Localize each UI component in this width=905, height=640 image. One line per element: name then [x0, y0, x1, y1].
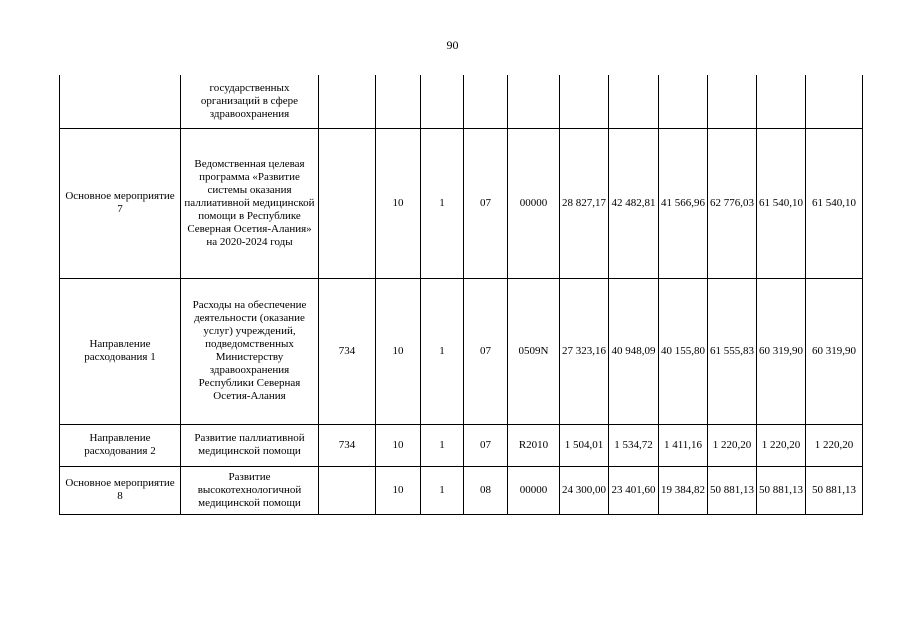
- value-cell: [560, 75, 609, 128]
- value-cell: 60 319,90: [757, 278, 806, 424]
- name-cell: Ведомственная целевая программа «Развитие системы оказания паллиативной медицинской помощи в Республике Северная Осетия-Алания» на 2020-2024 годы: [181, 128, 319, 278]
- value-cell: 1 534,72: [609, 424, 659, 466]
- code-cell: 00000: [508, 466, 560, 514]
- grbs-cell: 734: [319, 424, 376, 466]
- rz-cell: 10: [376, 278, 421, 424]
- value-cell: 24 300,00: [560, 466, 609, 514]
- value-cell: 19 384,82: [659, 466, 708, 514]
- value-cell: 40 948,09: [609, 278, 659, 424]
- status-cell: Основное мероприятие 7: [60, 128, 181, 278]
- name-cell: Развитие паллиативной медицинской помощи: [181, 424, 319, 466]
- table-row: [60, 75, 863, 128]
- value-cell: [609, 75, 659, 128]
- value-cell: 27 323,16: [560, 278, 609, 424]
- value-cell: 1 220,20: [806, 424, 863, 466]
- grbs-cell: 734: [319, 278, 376, 424]
- table-row: [60, 466, 863, 514]
- status-cell: Основное мероприятие 8: [60, 466, 181, 514]
- rz-cell: [376, 75, 421, 128]
- pr-cell: 1: [421, 278, 464, 424]
- ps-cell: 07: [464, 128, 508, 278]
- ps-cell: 07: [464, 278, 508, 424]
- value-cell: [806, 75, 863, 128]
- pr-cell: 1: [421, 424, 464, 466]
- value-cell: [659, 75, 708, 128]
- page-number: 90: [446, 38, 459, 52]
- value-cell: 40 155,80: [659, 278, 708, 424]
- value-cell: 1 504,01: [560, 424, 609, 466]
- value-cell: 50 881,13: [708, 466, 757, 514]
- pr-cell: [421, 75, 464, 128]
- grbs-cell: [319, 75, 376, 128]
- value-cell: 62 776,03: [708, 128, 757, 278]
- status-cell: [60, 75, 181, 128]
- rz-cell: 10: [376, 128, 421, 278]
- ps-cell: 08: [464, 466, 508, 514]
- budget-table: [59, 75, 863, 515]
- value-cell: 1 220,20: [708, 424, 757, 466]
- name-cell: Расходы на обеспечение деятельности (оказание услуг) учреждений, подведомственных Министерству здравоохранения Республики Северная Осетия-Алания: [181, 278, 319, 424]
- value-cell: 61 540,10: [806, 128, 863, 278]
- value-cell: 60 319,90: [806, 278, 863, 424]
- table-row: [60, 128, 863, 278]
- value-cell: 1 411,16: [659, 424, 708, 466]
- value-cell: [708, 75, 757, 128]
- code-cell: [508, 75, 560, 128]
- pr-cell: 1: [421, 466, 464, 514]
- value-cell: 61 555,83: [708, 278, 757, 424]
- value-cell: 41 566,96: [659, 128, 708, 278]
- rz-cell: 10: [376, 424, 421, 466]
- code-cell: 0509N: [508, 278, 560, 424]
- code-cell: 00000: [508, 128, 560, 278]
- pr-cell: 1: [421, 128, 464, 278]
- table-row: [60, 278, 863, 424]
- value-cell: [757, 75, 806, 128]
- value-cell: 42 482,81: [609, 128, 659, 278]
- name-cell: государственных организаций в сфере здравоохранения: [181, 75, 319, 128]
- value-cell: 50 881,13: [757, 466, 806, 514]
- ps-cell: [464, 75, 508, 128]
- rz-cell: 10: [376, 466, 421, 514]
- table-row: [60, 424, 863, 466]
- grbs-cell: [319, 128, 376, 278]
- code-cell: R2010: [508, 424, 560, 466]
- value-cell: 1 220,20: [757, 424, 806, 466]
- value-cell: 23 401,60: [609, 466, 659, 514]
- grbs-cell: [319, 466, 376, 514]
- status-cell: Направление расходования 2: [60, 424, 181, 466]
- status-cell: Направление расходования 1: [60, 278, 181, 424]
- value-cell: 28 827,17: [560, 128, 609, 278]
- value-cell: 61 540,10: [757, 128, 806, 278]
- name-cell: Развитие высокотехнологичной медицинской помощи: [181, 466, 319, 514]
- ps-cell: 07: [464, 424, 508, 466]
- value-cell: 50 881,13: [806, 466, 863, 514]
